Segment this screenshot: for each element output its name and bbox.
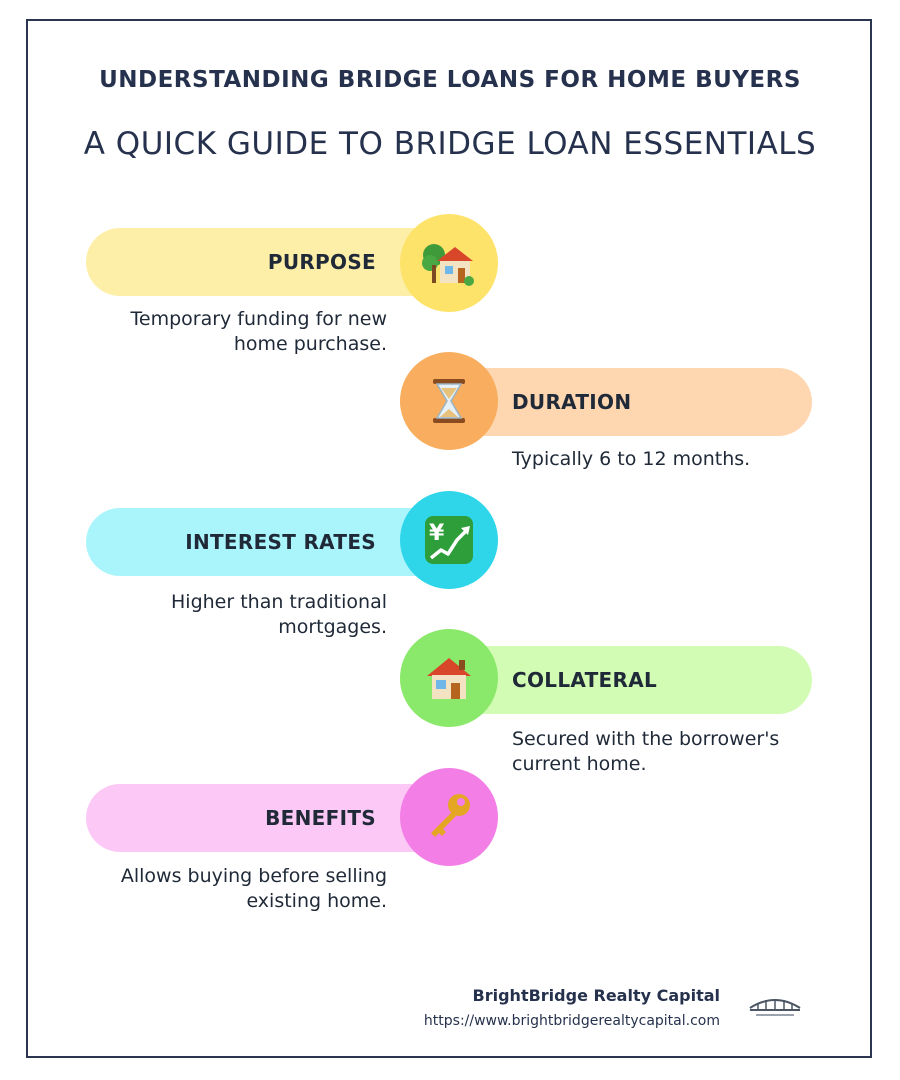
yen-chart-icon <box>421 512 477 568</box>
bridge-logo-icon <box>746 994 804 1024</box>
step-label-benefits: BENEFITS <box>265 806 376 830</box>
step-description-duration: Typically 6 to 12 months. <box>512 448 751 470</box>
company-url[interactable]: https://www.brightbridgerealtycapital.com <box>423 1013 720 1029</box>
step-circle-collateral <box>400 629 498 727</box>
step-description-interest-rates: Higher than traditional mortgages. <box>171 591 387 638</box>
house-icon <box>421 650 477 706</box>
svg-text:¥: ¥ <box>429 521 445 546</box>
step-description-purpose: Temporary funding for new home purchase. <box>130 308 387 355</box>
house-with-garden-icon <box>421 235 477 291</box>
step-circle-duration <box>400 352 498 450</box>
step-circle-benefits <box>400 768 498 866</box>
company-name: BrightBridge Realty Capital <box>472 986 720 1005</box>
step-circle-interest-rates <box>400 491 498 589</box>
page-title: UNDERSTANDING BRIDGE LOANS FOR HOME BUYERS <box>99 67 801 93</box>
step-label-duration: DURATION <box>512 390 632 414</box>
step-description-collateral: Secured with the borrower's current home. <box>512 728 780 775</box>
page-subtitle: A QUICK GUIDE TO BRIDGE LOAN ESSENTIALS <box>83 126 817 162</box>
step-description-benefits: Allows buying before selling existing home. <box>120 865 387 912</box>
step-label-collateral: COLLATERAL <box>512 668 658 692</box>
step-label-purpose: PURPOSE <box>267 250 376 274</box>
key-icon <box>421 789 477 845</box>
hourglass-icon <box>421 373 477 429</box>
step-circle-purpose <box>400 214 498 312</box>
step-label-interest-rates: INTEREST RATES <box>185 530 376 554</box>
